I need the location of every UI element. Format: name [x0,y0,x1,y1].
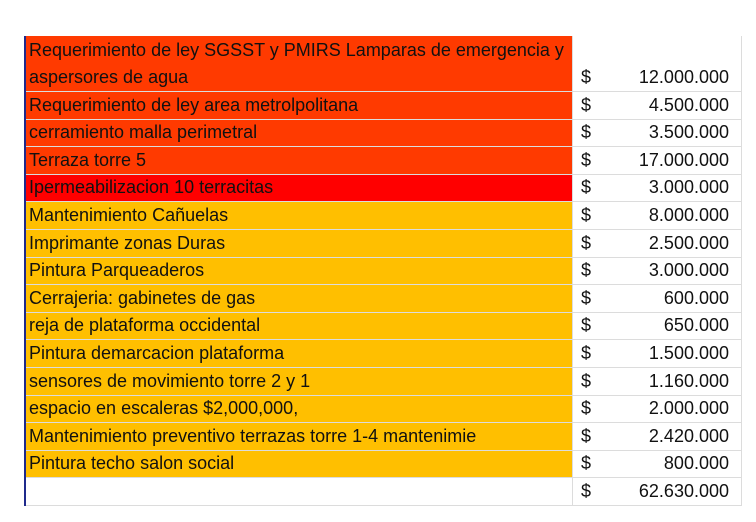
row-amount[interactable]: 17.000.000 [612,147,742,174]
row-amount[interactable]: 12.000.000 [612,36,742,91]
row-amount[interactable]: 3.000.000 [612,175,742,202]
row-amount[interactable]: 4.500.000 [612,92,742,119]
table-row [26,340,742,368]
currency-symbol[interactable]: $ [572,368,612,395]
table-row [26,147,742,175]
row-description[interactable]: Terraza torre 5 [26,147,572,174]
table-row [26,451,742,479]
row-description[interactable]: Pintura techo salon social [26,451,572,478]
total-amount[interactable]: 62.630.000 [612,478,742,505]
currency-symbol[interactable]: $ [572,423,612,450]
row-description[interactable]: Requerimiento de ley SGSST y PMIRS Lamparas de emergencia y aspersores de agua [26,36,572,91]
currency-symbol[interactable]: $ [572,285,612,312]
table-row [26,313,742,341]
currency-symbol[interactable]: $ [572,478,612,505]
total-label-cell[interactable] [26,478,572,505]
currency-symbol[interactable]: $ [572,120,612,147]
row-description[interactable]: cerramiento malla perimetral [26,120,572,147]
row-description[interactable]: Imprimante zonas Duras [26,230,572,257]
row-amount[interactable]: 800.000 [612,451,742,478]
row-description[interactable]: Cerrajeria: gabinetes de gas [26,285,572,312]
row-description[interactable]: Mantenimiento preventivo terrazas torre 1-4 mantenimie [26,423,572,450]
row-description[interactable]: reja de plataforma occidental [26,313,572,340]
row-amount[interactable]: 2.000.000 [612,396,742,423]
currency-symbol[interactable]: $ [572,36,612,91]
currency-symbol[interactable]: $ [572,340,612,367]
table-row [26,202,742,230]
row-amount[interactable]: 3.000.000 [612,258,742,285]
row-description[interactable]: Pintura demarcacion plataforma [26,340,572,367]
currency-symbol[interactable]: $ [572,258,612,285]
table-row [26,36,742,92]
currency-symbol[interactable]: $ [572,313,612,340]
row-description[interactable]: Mantenimiento Cañuelas [26,202,572,229]
total-row [26,478,742,506]
row-amount[interactable]: 650.000 [612,313,742,340]
row-amount[interactable]: 1.160.000 [612,368,742,395]
table-row [26,92,742,120]
row-amount[interactable]: 600.000 [612,285,742,312]
row-amount[interactable]: 3.500.000 [612,120,742,147]
budget-spreadsheet [24,36,742,506]
currency-symbol[interactable]: $ [572,230,612,257]
row-description[interactable]: Ipermeabilizacion 10 terracitas [26,175,572,202]
row-description[interactable]: Pintura Parqueaderos [26,258,572,285]
currency-symbol[interactable]: $ [572,147,612,174]
currency-symbol[interactable]: $ [572,202,612,229]
currency-symbol[interactable]: $ [572,92,612,119]
row-amount[interactable]: 2.500.000 [612,230,742,257]
table-row [26,285,742,313]
row-amount[interactable]: 2.420.000 [612,423,742,450]
table-row [26,368,742,396]
currency-symbol[interactable]: $ [572,175,612,202]
row-description[interactable]: sensores de movimiento torre 2 y 1 [26,368,572,395]
table-row [26,258,742,286]
row-amount[interactable]: 1.500.000 [612,340,742,367]
table-row [26,230,742,258]
row-description[interactable]: espacio en escaleras $2,000,000, [26,396,572,423]
table-row [26,175,742,203]
table-row [26,120,742,148]
row-amount[interactable]: 8.000.000 [612,202,742,229]
table-row [26,396,742,424]
row-description[interactable]: Requerimiento de ley area metrolpolitana [26,92,572,119]
currency-symbol[interactable]: $ [572,451,612,478]
currency-symbol[interactable]: $ [572,396,612,423]
table-row [26,423,742,451]
